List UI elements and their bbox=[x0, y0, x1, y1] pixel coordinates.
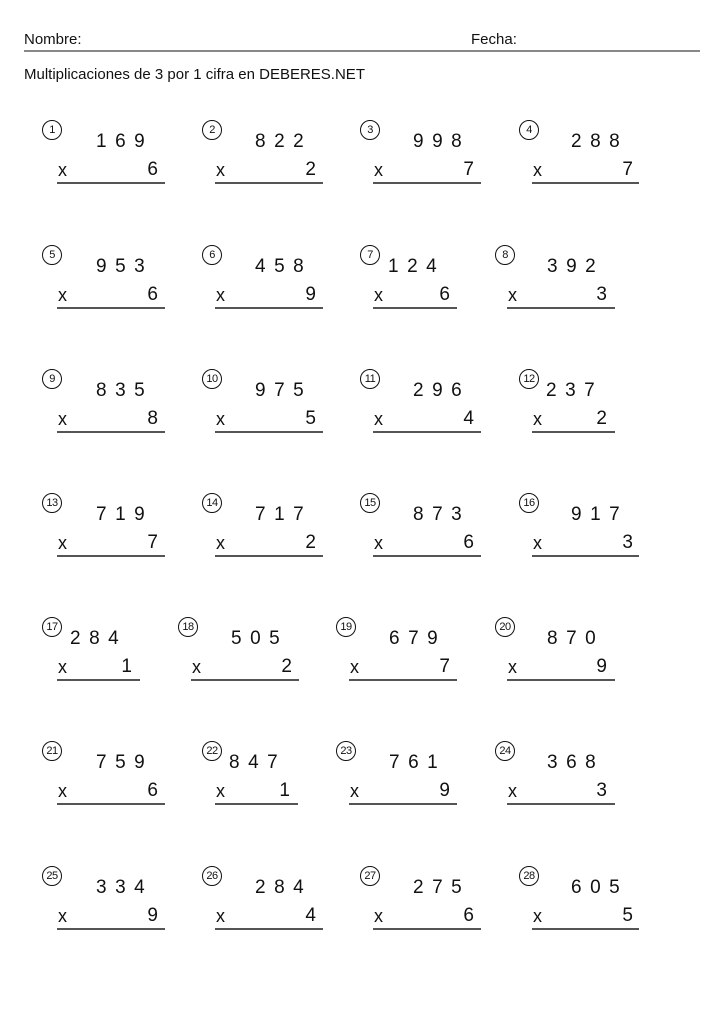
problem-number-badge: 10 bbox=[202, 369, 222, 389]
problem-number-badge: 25 bbox=[42, 866, 62, 886]
problem-number-badge: 27 bbox=[360, 866, 380, 886]
answer-line bbox=[215, 182, 323, 184]
multiplicand: 237 bbox=[546, 380, 604, 401]
problem-number-badge: 28 bbox=[519, 866, 539, 886]
problem-number-badge: 20 bbox=[495, 617, 515, 637]
answer-line bbox=[215, 803, 298, 805]
answer-line bbox=[532, 555, 639, 557]
multiplicand: 847 bbox=[229, 752, 287, 773]
multiplicand: 124 bbox=[388, 256, 446, 277]
times-sign: x bbox=[216, 160, 225, 180]
times-sign: x bbox=[533, 533, 542, 553]
answer-line bbox=[532, 928, 639, 930]
times-sign: x bbox=[58, 409, 67, 429]
times-sign: x bbox=[216, 533, 225, 553]
multiplicand: 605 bbox=[571, 877, 629, 898]
multiplicand: 719 bbox=[96, 504, 154, 525]
answer-line bbox=[349, 803, 457, 805]
multiplier: 1 bbox=[279, 780, 290, 801]
multiplicand: 458 bbox=[255, 256, 313, 277]
multiplier: 9 bbox=[147, 905, 158, 926]
answer-line bbox=[507, 803, 615, 805]
times-sign: x bbox=[58, 657, 67, 677]
problem-number-badge: 11 bbox=[360, 369, 380, 389]
answer-line bbox=[373, 182, 481, 184]
problem-number-badge: 12 bbox=[519, 369, 539, 389]
problem-number-badge: 19 bbox=[336, 617, 356, 637]
problem-number-badge: 3 bbox=[360, 120, 380, 140]
problem-number-badge: 5 bbox=[42, 245, 62, 265]
answer-line bbox=[349, 679, 457, 681]
problem-number-badge: 23 bbox=[336, 741, 356, 761]
times-sign: x bbox=[374, 409, 383, 429]
problem-number-badge: 6 bbox=[202, 245, 222, 265]
multiplier: 7 bbox=[622, 159, 633, 180]
times-sign: x bbox=[58, 906, 67, 926]
answer-line bbox=[215, 307, 323, 309]
answer-line bbox=[507, 307, 615, 309]
multiplier: 5 bbox=[622, 905, 633, 926]
multiplicand: 761 bbox=[389, 752, 447, 773]
multiplier: 6 bbox=[463, 532, 474, 553]
multiplier: 4 bbox=[463, 408, 474, 429]
multiplier: 7 bbox=[147, 532, 158, 553]
times-sign: x bbox=[374, 906, 383, 926]
answer-line bbox=[57, 182, 165, 184]
multiplier: 3 bbox=[596, 284, 607, 305]
times-sign: x bbox=[58, 285, 67, 305]
answer-line bbox=[215, 928, 323, 930]
answer-line bbox=[215, 555, 323, 557]
times-sign: x bbox=[533, 160, 542, 180]
multiplicand: 505 bbox=[231, 628, 289, 649]
answer-line bbox=[373, 431, 481, 433]
multiplicand: 275 bbox=[413, 877, 471, 898]
times-sign: x bbox=[192, 657, 201, 677]
multiplicand: 288 bbox=[571, 131, 629, 152]
problem-number-badge: 2 bbox=[202, 120, 222, 140]
multiplicand: 953 bbox=[96, 256, 154, 277]
problem-number-badge: 13 bbox=[42, 493, 62, 513]
multiplier: 2 bbox=[305, 532, 316, 553]
times-sign: x bbox=[533, 906, 542, 926]
problem-number-badge: 24 bbox=[495, 741, 515, 761]
problem-number-badge: 14 bbox=[202, 493, 222, 513]
header-divider bbox=[24, 50, 700, 52]
multiplicand: 835 bbox=[96, 380, 154, 401]
answer-line bbox=[57, 555, 165, 557]
multiplier: 7 bbox=[463, 159, 474, 180]
answer-line bbox=[373, 307, 457, 309]
multiplicand: 717 bbox=[255, 504, 313, 525]
times-sign: x bbox=[216, 285, 225, 305]
times-sign: x bbox=[508, 781, 517, 801]
problem-number-badge: 8 bbox=[495, 245, 515, 265]
problem-number-badge: 26 bbox=[202, 866, 222, 886]
problem-number-badge: 22 bbox=[202, 741, 222, 761]
times-sign: x bbox=[508, 657, 517, 677]
multiplicand: 822 bbox=[255, 131, 313, 152]
multiplier: 2 bbox=[596, 408, 607, 429]
times-sign: x bbox=[58, 781, 67, 801]
times-sign: x bbox=[350, 657, 359, 677]
multiplier: 4 bbox=[305, 905, 316, 926]
multiplicand: 284 bbox=[70, 628, 128, 649]
multiplicand: 998 bbox=[413, 131, 471, 152]
times-sign: x bbox=[374, 533, 383, 553]
answer-line bbox=[532, 431, 615, 433]
problem-number-badge: 9 bbox=[42, 369, 62, 389]
multiplier: 6 bbox=[147, 284, 158, 305]
problem-number-badge: 17 bbox=[42, 617, 62, 637]
problem-number-badge: 15 bbox=[360, 493, 380, 513]
answer-line bbox=[191, 679, 299, 681]
problem-number-badge: 18 bbox=[178, 617, 198, 637]
times-sign: x bbox=[216, 906, 225, 926]
multiplicand: 169 bbox=[96, 131, 154, 152]
problem-number-badge: 16 bbox=[519, 493, 539, 513]
multiplicand: 392 bbox=[547, 256, 605, 277]
multiplicand: 917 bbox=[571, 504, 629, 525]
answer-line bbox=[373, 555, 481, 557]
times-sign: x bbox=[58, 160, 67, 180]
answer-line bbox=[57, 431, 165, 433]
multiplier: 7 bbox=[439, 656, 450, 677]
multiplier: 2 bbox=[305, 159, 316, 180]
times-sign: x bbox=[58, 533, 67, 553]
worksheet-title: Multiplicaciones de 3 por 1 cifra en DEBERES.NET bbox=[24, 66, 365, 83]
answer-line bbox=[507, 679, 615, 681]
problem-number-badge: 1 bbox=[42, 120, 62, 140]
multiplicand: 759 bbox=[96, 752, 154, 773]
problem-number-badge: 4 bbox=[519, 120, 539, 140]
multiplicand: 975 bbox=[255, 380, 313, 401]
multiplier: 3 bbox=[596, 780, 607, 801]
multiplicand: 679 bbox=[389, 628, 447, 649]
multiplicand: 296 bbox=[413, 380, 471, 401]
multiplicand: 870 bbox=[547, 628, 605, 649]
answer-line bbox=[373, 928, 481, 930]
answer-line bbox=[57, 679, 140, 681]
nombre-label: Nombre: bbox=[24, 31, 82, 48]
multiplier: 6 bbox=[147, 159, 158, 180]
times-sign: x bbox=[374, 160, 383, 180]
multiplier: 2 bbox=[281, 656, 292, 677]
multiplier: 8 bbox=[147, 408, 158, 429]
multiplicand: 284 bbox=[255, 877, 313, 898]
times-sign: x bbox=[533, 409, 542, 429]
multiplier: 6 bbox=[463, 905, 474, 926]
times-sign: x bbox=[216, 409, 225, 429]
multiplier: 6 bbox=[147, 780, 158, 801]
multiplier: 5 bbox=[305, 408, 316, 429]
multiplier: 9 bbox=[596, 656, 607, 677]
multiplier: 9 bbox=[305, 284, 316, 305]
answer-line bbox=[57, 928, 165, 930]
multiplier: 3 bbox=[622, 532, 633, 553]
multiplicand: 368 bbox=[547, 752, 605, 773]
multiplicand: 334 bbox=[96, 877, 154, 898]
answer-line bbox=[215, 431, 323, 433]
answer-line bbox=[532, 182, 639, 184]
multiplier: 6 bbox=[439, 284, 450, 305]
multiplier: 9 bbox=[439, 780, 450, 801]
times-sign: x bbox=[508, 285, 517, 305]
times-sign: x bbox=[374, 285, 383, 305]
fecha-label: Fecha: bbox=[471, 31, 517, 48]
times-sign: x bbox=[350, 781, 359, 801]
problem-number-badge: 7 bbox=[360, 245, 380, 265]
answer-line bbox=[57, 803, 165, 805]
problem-number-badge: 21 bbox=[42, 741, 62, 761]
multiplier: 1 bbox=[121, 656, 132, 677]
answer-line bbox=[57, 307, 165, 309]
multiplicand: 873 bbox=[413, 504, 471, 525]
times-sign: x bbox=[216, 781, 225, 801]
